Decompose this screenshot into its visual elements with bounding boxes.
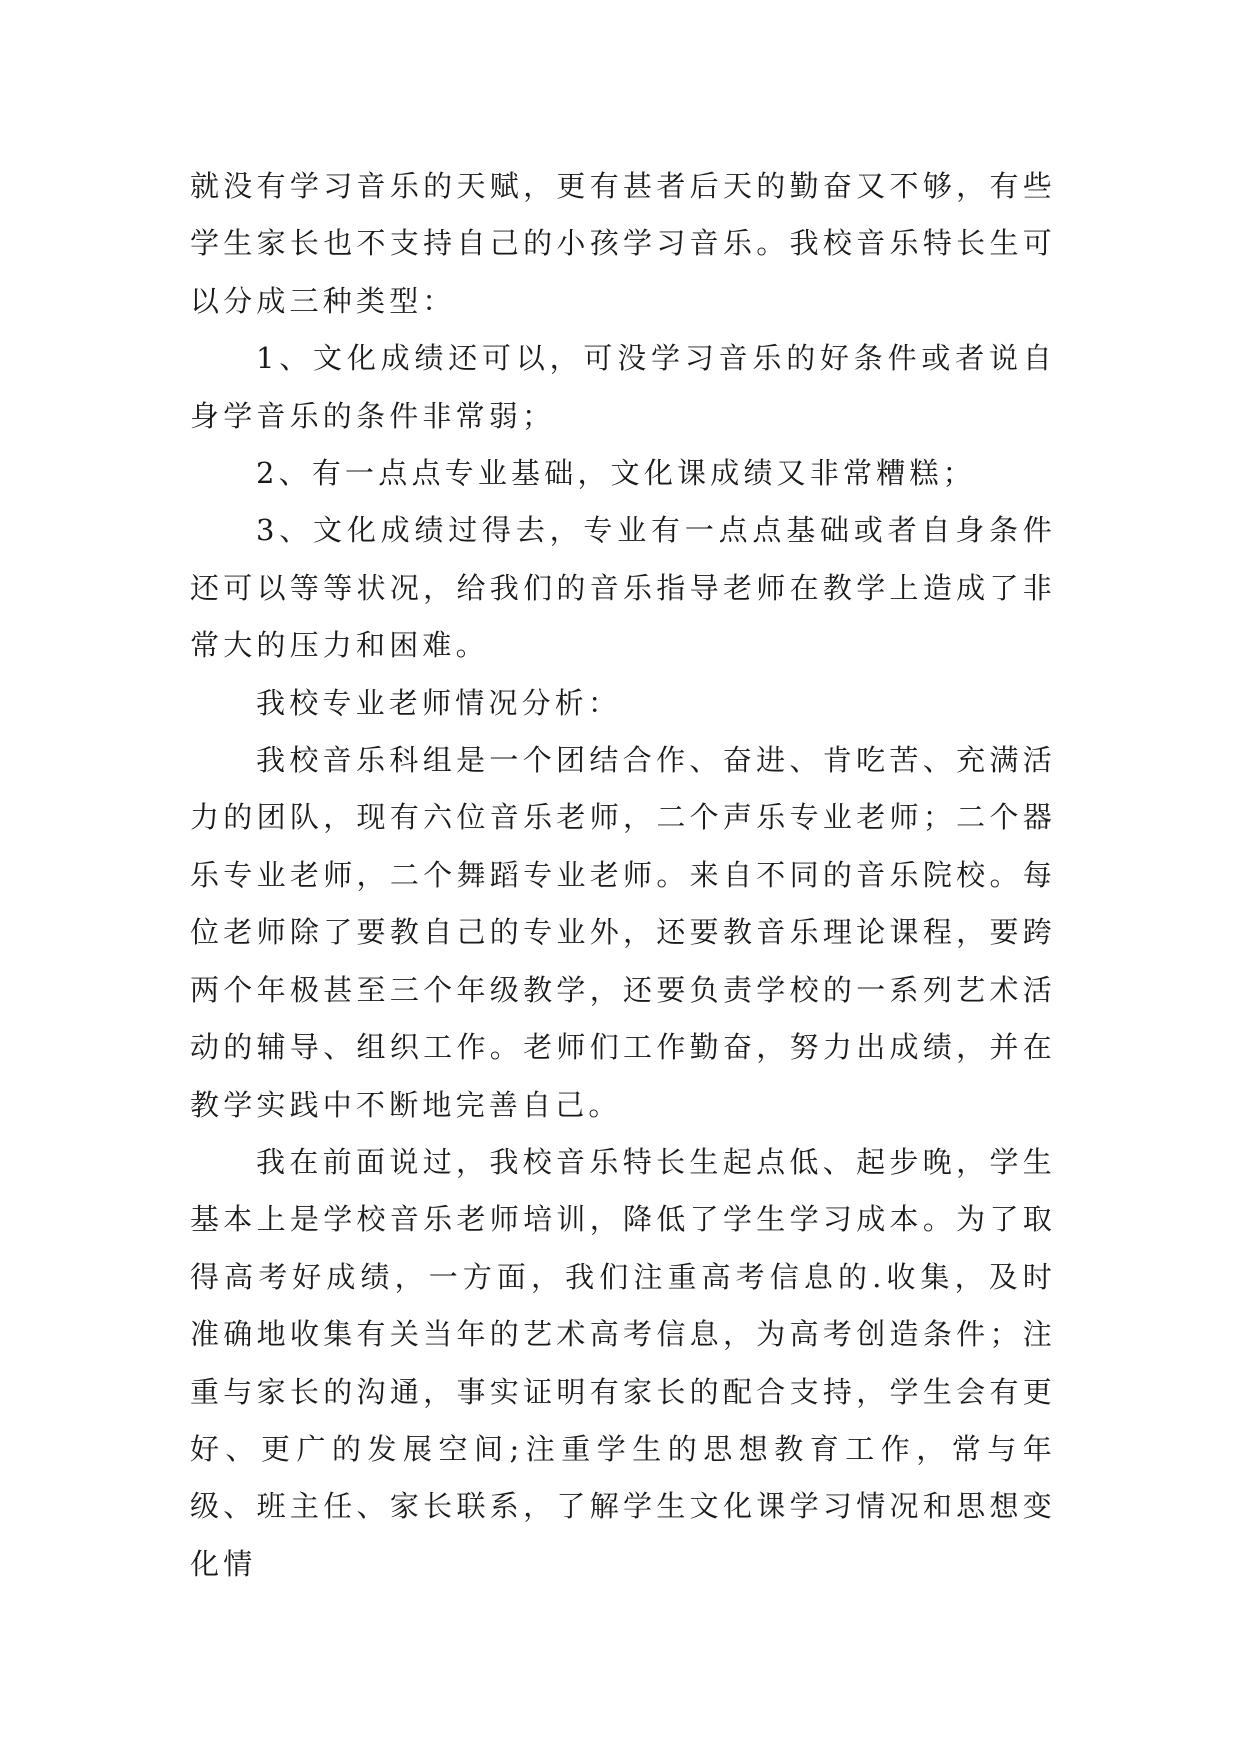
paragraph-item-1: 1、文化成绩还可以，可没学习音乐的好条件或者说自身学音乐的条件非常弱； [190, 341, 1056, 433]
paragraph-teacher-heading: 我校专业老师情况分析： [256, 685, 622, 720]
paragraph-continuation: 就没有学习音乐的天赋，更有甚者后天的勤奋又不够，有些学生家长也不支持自己的小孩学习音乐。我校音乐特长生可以分成三种类型： [190, 169, 1056, 318]
paragraph-strategy: 我在前面说过，我校音乐特长生起点低、起步晚，学生基本上是学校音乐老师培训，降低了学生学习成本。为了取得高考好成绩，一方面，我们注重高考信息的.收集，及时准确地收集有关当年的艺术高考信息，为高考创造条件；注重与家长的沟通，事实证明有家长的配合支持，学生会有更好、更广的发展空间;注重学生的思想教育工作，常与年级、班主任、家长联系，了解学生文化课学习情况和思想变化情 [190, 1144, 1056, 1581]
paragraph-item-3: 3、文化成绩过得去，专业有一点点基础或者自身条件还可以等等状况，给我们的音乐指导老师在教学上造成了非常大的压力和困难。 [190, 513, 1056, 663]
paragraph-teacher-team: 我校音乐科组是一个团结合作、奋进、肯吃苦、充满活力的团队，现有六位音乐老师，二个声乐专业老师；二个器乐专业老师，二个舞蹈专业老师。来自不同的音乐院校。每位老师除了要教自己的专业外，还要教音乐理论课程，要跨两个年极甚至三个年级教学，还要负责学校的一系列艺术活动的辅导、组织工作。老师们工作勤奋，努力出成绩，并在教学实践中不断地完善自己。 [190, 743, 1056, 1122]
document-body [190, 158, 1056, 1593]
paragraph-item-2: 2、有一点点专业基础，文化课成绩又非常糟糕； [256, 456, 976, 491]
